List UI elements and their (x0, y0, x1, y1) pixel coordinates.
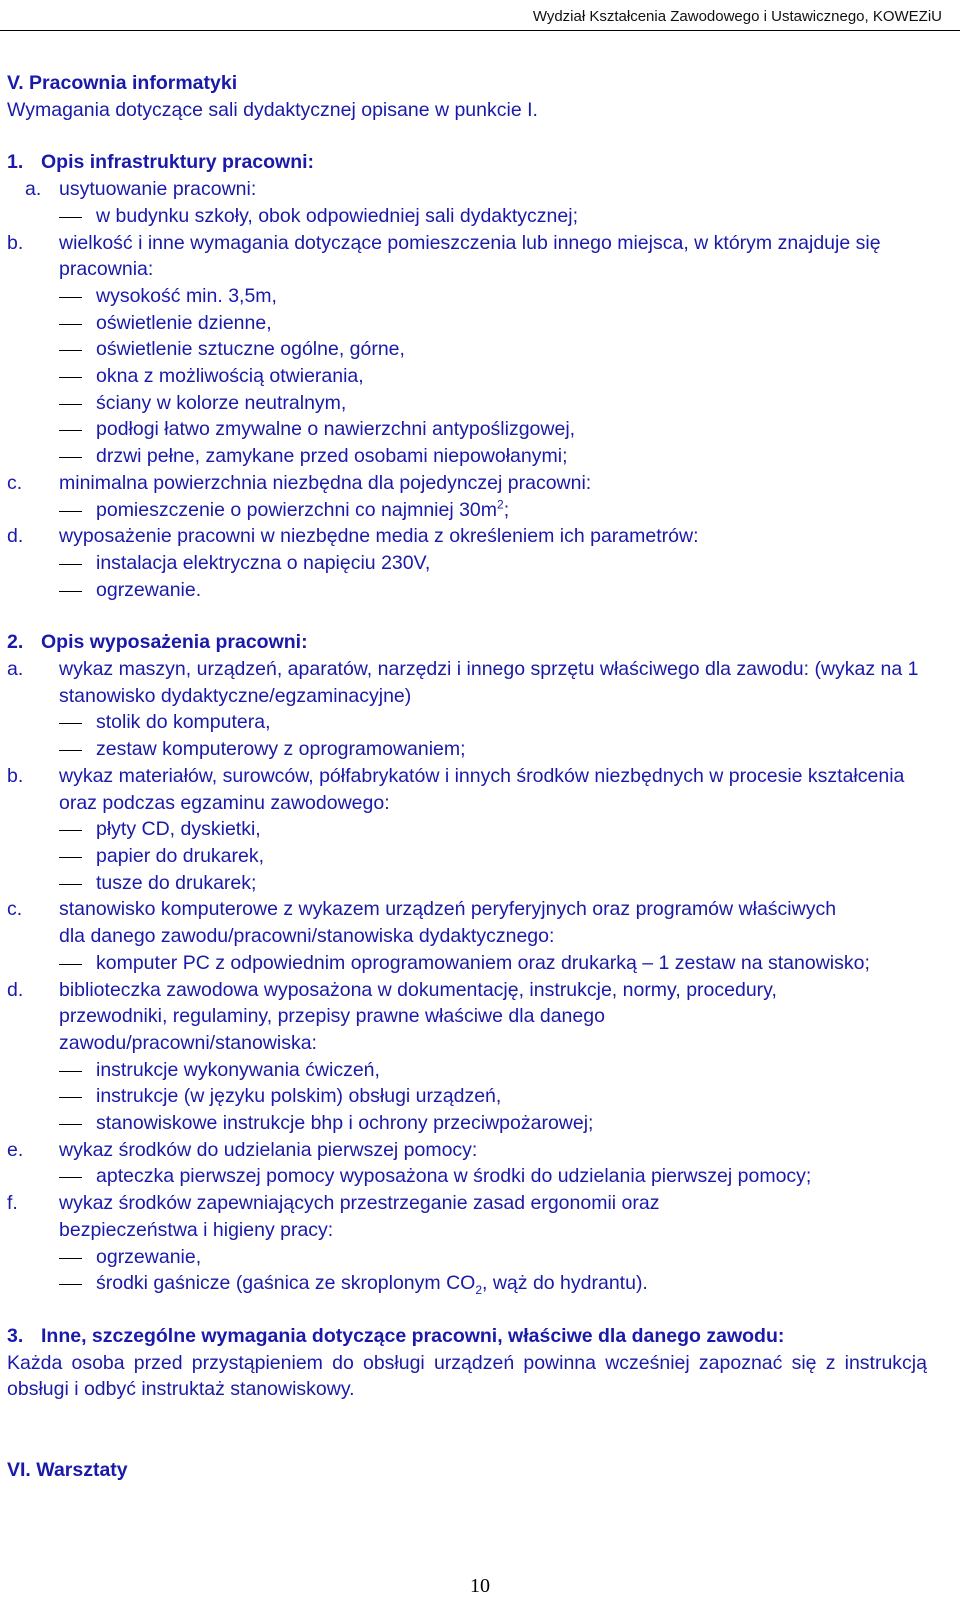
item-letter: a. (7, 658, 24, 681)
subsection-3-title (7, 1323, 927, 1350)
item-2c (7, 896, 927, 949)
item-1b (7, 230, 927, 283)
list-item: podłogi łatwo zmywalne o nawierzchni antypoślizgowej, (7, 416, 927, 443)
list-item: płyty CD, dyskietki, (7, 816, 927, 843)
item-text: wielkość i inne wymagania dotyczące pomieszczenia lub innego miejsca, w którym znajduje się pracownia: (59, 231, 881, 281)
item-letter: d. (7, 978, 24, 1001)
list-item: komputer PC z odpowiednim oprogramowaniem oraz drukarką – 1 zestaw na stanowisko; (7, 950, 927, 977)
item-text: wykaz środków zapewniających przestrzeganie zasad ergonomii oraz bezpieczeństwa i higieny pracy: (59, 1192, 660, 1241)
item-letter: b. (7, 231, 24, 254)
subsection-2-title (7, 629, 927, 656)
item-2b (7, 763, 927, 816)
list-item: tusze do drukarek; (7, 870, 927, 897)
list-item: oświetlenie sztuczne ogólne, górne, (7, 336, 927, 363)
subsection-number: 2. (7, 631, 24, 654)
list-item: wysokość min. 3,5m, (7, 283, 927, 310)
section-title: V. Pracownia informatyki (7, 72, 238, 94)
item-text: wykaz materiałów, surowców, półfabrykatów i innych środków niezbędnych w procesie kształcenia oraz podczas egzaminu zawodowego: (59, 764, 905, 814)
list-item: papier do drukarek, (7, 843, 927, 870)
item-text: biblioteczka zawodowa wyposażona w dokumentację, instrukcje, normy, procedury, przewodniki, regulaminy, przepisy prawne właściwe dla danego zawodu/pracowni/stanowiska: (59, 978, 777, 1054)
list-item: instalacja elektryczna o napięciu 230V, (7, 550, 927, 577)
item-text: wykaz maszyn, urządzeń, aparatów, narzędzi i innego sprzętu właściwego dla zawodu: (wykaz na 1 stanowisko dydaktyczne/egzaminacyjne) (59, 658, 919, 707)
list-item: instrukcje (w języku polskim) obsługi urządzeń, (7, 1083, 927, 1110)
item-letter: c. (7, 898, 23, 921)
subsection-number: 1. (7, 151, 24, 174)
list-item: instrukcje wykonywania ćwiczeń, (7, 1057, 927, 1084)
item-letter: e. (7, 1138, 24, 1161)
item-2a (7, 656, 927, 709)
section-6-title: VI. Warsztaty (7, 1459, 128, 1482)
item-2f (7, 1190, 927, 1243)
list-item: ściany w kolorze neutralnym, (7, 390, 927, 417)
item-text: wyposażenie pracowni w niezbędne media z określeniem ich parametrów: (59, 525, 699, 548)
item-1c (7, 470, 927, 497)
list-item: apteczka pierwszej pomocy wyposażona w środki do udzielania pierwszej pomocy; (7, 1163, 927, 1190)
item-text: usytuowanie pracowni: (59, 178, 257, 201)
item-text: minimalna powierzchnia niezbędna dla pojedynczej pracowni: (59, 471, 592, 494)
list-item: środki gaśnicze (gaśnica ze skroplonym $CO_2$, wąż do hydrantu). (7, 1270, 927, 1297)
item-text: wykaz środków do udzielania pierwszej pomocy: (59, 1138, 478, 1161)
subsection-title-text: Opis infrastruktury pracowni: (41, 151, 315, 174)
list-item: ogrzewanie, (7, 1244, 927, 1271)
list-item: zestaw komputerowy z oprogramowaniem; (7, 736, 927, 763)
item-2d (7, 977, 927, 1057)
subsection-3-text: Każda osoba przed przystąpieniem do obsługi urządzeń powinna wcześniej zapoznać się z instrukcją obsługi i odbyć instruktaż stanowiskowy. (7, 1351, 927, 1401)
item-letter: c. (7, 471, 23, 494)
list-item: stolik do komputera, (7, 709, 927, 736)
item-text: stanowisko komputerowe z wykazem urządzeń peryferyjnych oraz programów właściwych dla danego zawodu/pracowni/stanowiska dydaktycznego: (59, 898, 837, 948)
subsection-1-title (7, 149, 927, 176)
item-1d (7, 523, 927, 550)
item-2e (7, 1137, 927, 1164)
item-1a (25, 176, 945, 203)
list-item: pomieszczenie o powierzchni co najmniej $30m^2$; (7, 497, 927, 524)
item-letter: a. (25, 178, 42, 201)
item-letter: d. (7, 525, 24, 548)
running-header: Wydział Kształcenia Zawodowego i Ustawicznego, KOWEZiU (532, 8, 942, 25)
item-letter: b. (7, 764, 24, 787)
subsection-number: 3. (7, 1324, 24, 1347)
item-letter: f. (7, 1192, 18, 1215)
section-intro: Wymagania dotyczące sali dydaktycznej opisane w punkcie I. (7, 98, 538, 121)
list-item: oświetlenie dzienne, (7, 310, 927, 337)
subsection-title-text: Inne, szczególne wymagania dotyczące pracowni, właściwe dla danego zawodu: (41, 1324, 785, 1347)
page-number: 10 (470, 1575, 490, 1597)
header-rule (0, 30, 960, 31)
list-item: stanowiskowe instrukcje bhp i ochrony przeciwpożarowej; (7, 1110, 927, 1137)
list-item: okna z możliwością otwierania, (7, 363, 927, 390)
list-item: ogrzewanie. (7, 577, 927, 604)
subsection-title-text: Opis wyposażenia pracowni: (41, 631, 308, 654)
list-item: drzwi pełne, zamykane przed osobami niepowołanymi; (7, 443, 927, 470)
document-body (7, 70, 927, 1484)
list-item: w budynku szkoły, obok odpowiedniej sali dydaktycznej; (7, 203, 927, 230)
